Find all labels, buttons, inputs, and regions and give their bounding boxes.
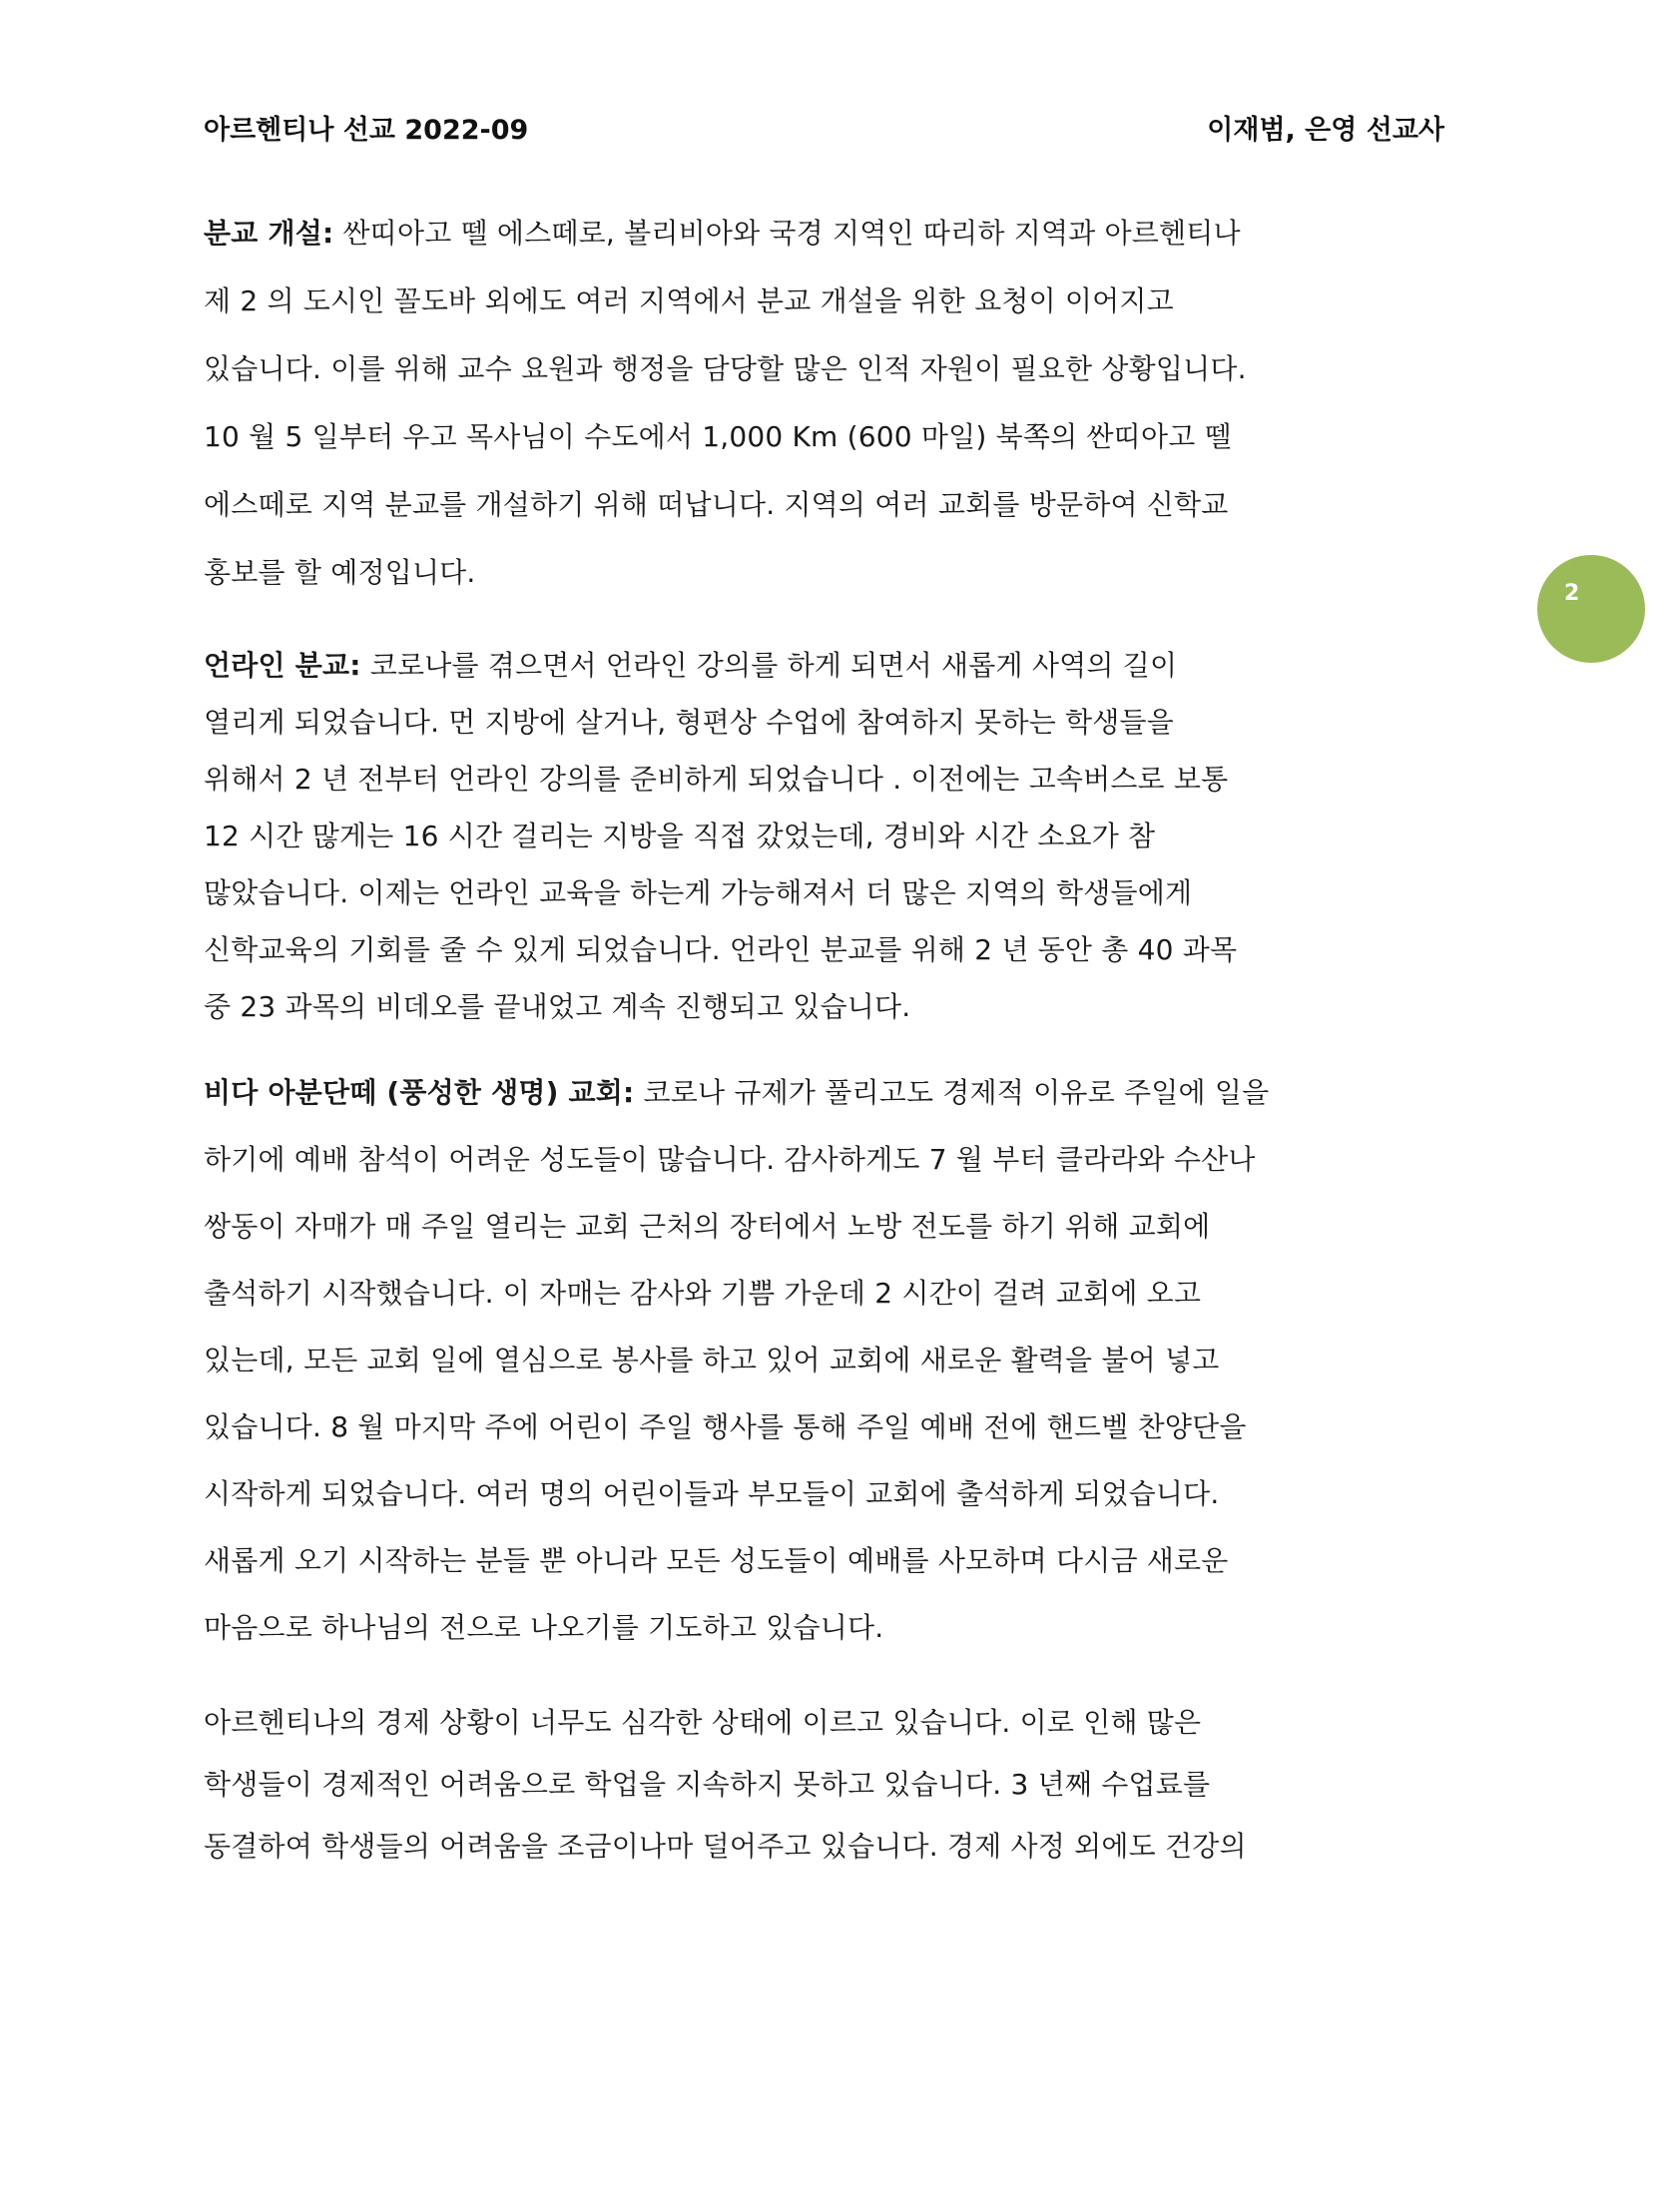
section-4-line-1: 아르헨티나의 경제 상황이 너무도 심각한 상태에 이르고 있습니다. 이로 인해 많은 bbox=[204, 1706, 1202, 1739]
section-2-line-7: 중 23 과목의 비데오를 끝내었고 계속 진행되고 있습니다. bbox=[204, 990, 911, 1023]
section-3-line-6: 있습니다. 8 월 마지막 주에 어린이 주일 행사를 통해 주일 예배 전에 핸드벨 찬양단을 bbox=[204, 1410, 1247, 1443]
section-3-line-9: 마음으로 하나님의 전으로 나오기를 기도하고 있습니다. bbox=[204, 1611, 884, 1644]
section-2-line-3: 위해서 2 년 전부터 언라인 강의를 준비하게 되었습니다 . 이전에는 고속버스로 보통 bbox=[204, 763, 1229, 796]
section-3-line-4: 출석하기 시작했습니다. 이 자매는 감사와 기쁨 가운데 2 시간이 걸려 교회에 오고 bbox=[204, 1277, 1202, 1310]
section-3-heading: 비다 아분단떼 (풍성한 생명) 교회: bbox=[204, 1076, 635, 1109]
section-1-line-6: 홍보를 할 예정입니다. bbox=[204, 556, 476, 589]
section-2-line-1: 언라인 분교: 코로나를 겪으면서 언라인 강의를 하게 되면서 새롭게 사역의 길이 bbox=[204, 649, 1178, 682]
header-title: 아르헨티나 선교 2022-09 bbox=[204, 115, 529, 146]
section-3-line-3: 쌍동이 자매가 매 주일 열리는 교회 근처의 장터에서 노방 전도를 하기 위해 교회에 bbox=[204, 1210, 1211, 1243]
page-number: 2 bbox=[1564, 581, 1580, 606]
page-number-badge bbox=[1537, 555, 1645, 663]
section-2-heading: 언라인 분교: bbox=[204, 649, 361, 682]
section-4-line-2: 학생들이 경제적인 어려움으로 학업을 지속하지 못하고 있습니다. 3 년째 수업료를 bbox=[204, 1768, 1211, 1801]
section-4-line-3: 동결하여 학생들의 어려움을 조금이나마 덜어주고 있습니다. 경제 사정 외에도 건강의 bbox=[204, 1830, 1247, 1863]
section-2-line-4: 12 시간 많게는 16 시간 걸리는 지방을 직접 갔었는데, 경비와 시간 소요가 참 bbox=[204, 820, 1156, 852]
section-1-line-2: 제 2 의 도시인 꼴도바 외에도 여러 지역에서 분교 개설을 위한 요청이 이어지고 bbox=[204, 284, 1174, 317]
section-3-line-5: 있는데, 모든 교회 일에 열심으로 봉사를 하고 있어 교회에 새로운 활력을 불어 넣고 bbox=[204, 1344, 1220, 1376]
section-3-line-8: 새롭게 오기 시작하는 분들 뿐 아니라 모든 성도들이 예배를 사모하며 다시금 새로운 bbox=[204, 1544, 1229, 1577]
section-1-line-1: 분교 개설: 싼띠아고 뗄 에스떼로, 볼리비아와 국경 지역인 따리하 지역과 아르헨티나 bbox=[204, 217, 1241, 250]
section-3-line-1: 비다 아분단떼 (풍성한 생명) 교회: 코로나 규제가 풀리고도 경제적 이유로 주일에 일을 bbox=[204, 1076, 1270, 1109]
section-1-line-3: 있습니다. 이를 위해 교수 요원과 행정을 담당할 많은 인적 자원이 필요한 상황입니다. bbox=[204, 352, 1247, 385]
section-2-line-5: 많았습니다. 이제는 언라인 교육을 하는게 가능해져서 더 많은 지역의 학생들에게 bbox=[204, 876, 1193, 909]
section-3-line-2: 하기에 예배 참석이 어려운 성도들이 많습니다. 감사하게도 7 월 부터 클라라와 수산나 bbox=[204, 1143, 1256, 1176]
header-authors: 이재범, 은영 선교사 bbox=[1207, 115, 1444, 146]
section-2-line-6: 신학교육의 기회를 줄 수 있게 되었습니다. 언라인 분교를 위해 2 년 동안 총 40 과목 bbox=[204, 933, 1238, 966]
section-1-line-4: 10 월 5 일부터 우고 목사님이 수도에서 1,000 Km (600 마일) 북쪽의 싼띠아고 뗄 bbox=[204, 420, 1232, 453]
section-2-line-2: 열리게 되었습니다. 먼 지방에 살거나, 형편상 수업에 참여하지 못하는 학생들을 bbox=[204, 706, 1175, 739]
section-1-heading: 분교 개설: bbox=[204, 217, 334, 250]
section-1-line-5: 에스떼로 지역 분교를 개설하기 위해 떠납니다. 지역의 여러 교회를 방문하여 신학교 bbox=[204, 488, 1229, 521]
section-3-line-7: 시작하게 되었습니다. 여러 명의 어린이들과 부모들이 교회에 출석하게 되었습니다. bbox=[204, 1477, 1220, 1510]
